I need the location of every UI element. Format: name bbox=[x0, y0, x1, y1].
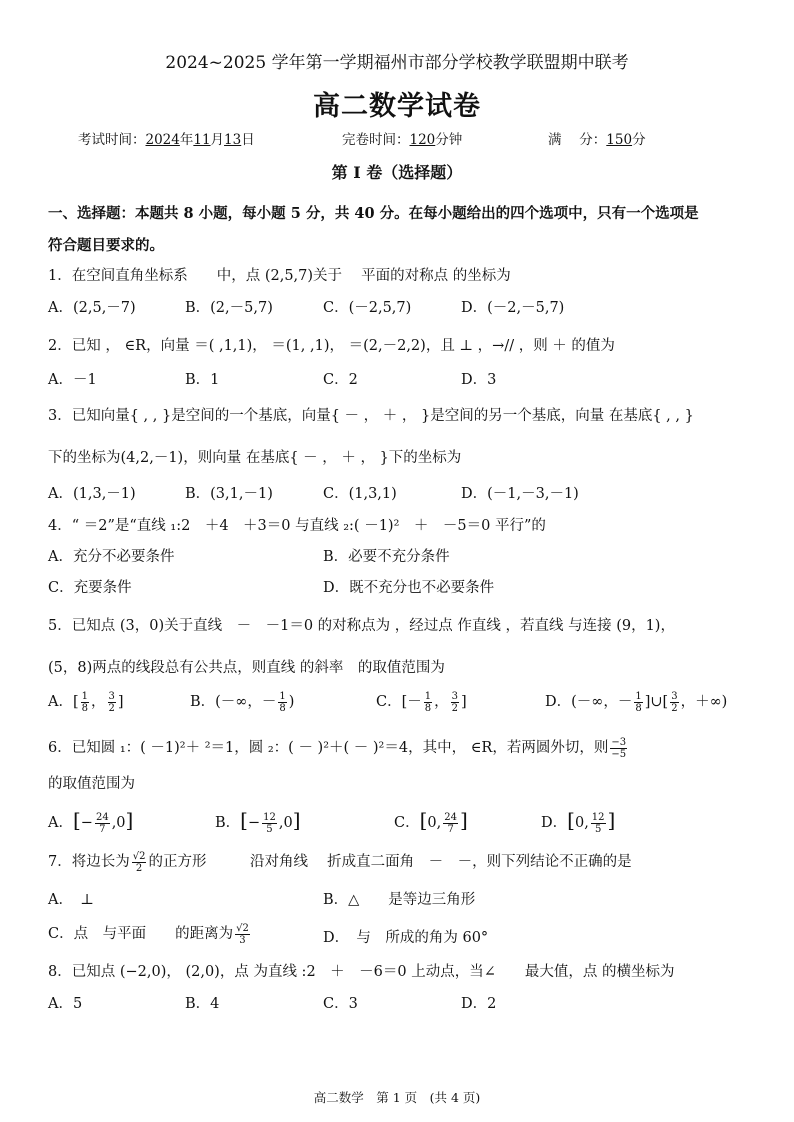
page-footer: 高二数学 第 1 页 (共 4 页) bbox=[313, 1090, 481, 1105]
q3-option-c: C．(1,3,1) bbox=[323, 486, 397, 502]
q7-option-a: A． ⊥ bbox=[48, 892, 94, 908]
q2-option-b: B．1 bbox=[185, 372, 220, 388]
exam-duration: 完卷时间：120分钟 bbox=[342, 132, 463, 148]
question-1-stem: 1．在空间直角坐标系 中，点 (2,5,7)关于 平面的对称点 的坐标为 bbox=[48, 268, 511, 284]
q2-option-a: A．－1 bbox=[48, 372, 97, 388]
q6-option-c: C．[0, $\frac{24}{7}$ ] bbox=[394, 808, 468, 835]
q4-option-c: C．充要条件 bbox=[48, 580, 132, 596]
section-instructions-line1: 一、选择题：本题共 8 小题，每小题 5 分，共 40 分。在每小题给出的四个选项中，只有一个选项是 bbox=[48, 205, 699, 222]
q5-option-c: C．[－ $\frac{1}{8}$ ， $\frac{3}{2}$ ] bbox=[376, 690, 467, 714]
q1-option-c: C．(－2,5,7) bbox=[323, 300, 412, 316]
q6-option-a: A．[− $\frac{24}{7}$ ,0] bbox=[48, 808, 134, 835]
q3-option-d: D．(－1,－3,－1) bbox=[461, 486, 579, 502]
exam-full-score: 满 分：150分 bbox=[548, 132, 646, 148]
q2-option-d: D．3 bbox=[461, 372, 497, 388]
q8-option-a: A．5 bbox=[48, 996, 83, 1012]
q8-option-b: B．4 bbox=[185, 996, 220, 1012]
q4-option-b: B．必要不充分条件 bbox=[323, 549, 450, 565]
question-2-stem: 2．已知 ， ∈R，向量 ＝( ,1,1)， ＝(1, ,1)， ＝(2,－2,2)，且 ⊥ ，→// ，则 ＋ 的值为 bbox=[48, 338, 615, 354]
q5-option-d: D．(－∞，－ $\frac{1}{8}$ ]∪[ $\frac{3}{2}$ ，＋∞) bbox=[545, 690, 728, 714]
q2-option-c: C．2 bbox=[323, 372, 358, 388]
question-7-stem: 7．将边长为 $\frac{√2}{2}$ 的正方形 沿对角线 折成直二面角 － －，则下列结论不正确的是 bbox=[48, 850, 632, 874]
section-instructions-line2: 符合题目要求的。 bbox=[48, 237, 164, 254]
question-6-stem-line2: 的取值范围为 bbox=[48, 776, 135, 792]
q8-option-d: D．2 bbox=[461, 996, 497, 1012]
exam-title: 高二数学试卷 bbox=[313, 91, 481, 122]
q7-option-c: C．点 与平面 的距离为 $\frac{√2}{3}$ bbox=[48, 922, 249, 946]
q6-option-b: B．[− $\frac{12}{5}$ ,0] bbox=[215, 808, 301, 835]
question-8-stem: 8．已知点 (−2,0)， (2,0)，点 为直线 :2 ＋ －6＝0 上动点，当∠ 最大值，点 的横坐标为 bbox=[48, 964, 675, 980]
q3-option-a: A．(1,3,－1) bbox=[48, 486, 136, 502]
exam-date: 考试时间：2024年11月13日 bbox=[78, 132, 255, 148]
q4-option-d: D．既不充分也不必要条件 bbox=[323, 580, 495, 596]
question-5-stem-line1: 5．已知点 (3，0)关于直线 － －1＝0 的对称点为 ，经过点 作直线 ，若直线 与连接 (9，1)， bbox=[48, 618, 675, 634]
q6-option-d: D．[0, $\frac{12}{5}$ ] bbox=[541, 808, 616, 835]
question-6-stem-line1: 6．已知圆 ₁：( －1)²＋ ²＝1，圆 ₂：( － )²＋( － )²＝4，其中， ∈R，若两圆外切，则 $\frac{-3}{-5}$ bbox=[48, 736, 627, 760]
q5-option-b: B．(－∞，－ $\frac{1}{8}$ ) bbox=[190, 690, 295, 714]
exam-header-line: 2024~2025 学年第一学期福州市部分学校教学联盟期中联考 bbox=[165, 53, 629, 73]
q1-option-a: A．(2,5,－7) bbox=[48, 300, 136, 316]
q7-option-b: B．△ 是等边三角形 bbox=[323, 892, 476, 908]
q8-option-c: C．3 bbox=[323, 996, 358, 1012]
q1-option-b: B．(2,－5,7) bbox=[185, 300, 273, 316]
q3-option-b: B．(3,1,－1) bbox=[185, 486, 273, 502]
question-5-stem-line2: (5，8)两点的线段总有公共点，则直线 的斜率 的取值范围为 bbox=[48, 660, 445, 676]
volume-title: 第 I 卷（选择题） bbox=[331, 163, 463, 182]
q4-option-a: A．充分不必要条件 bbox=[48, 549, 175, 565]
q1-option-d: D．(－2,－5,7) bbox=[461, 300, 565, 316]
question-3-stem-line1: 3．已知向量{ , , }是空间的一个基底，向量{ － ， ＋ ， }是空间的另一个基底，向量 在基底{ , , } bbox=[48, 408, 694, 424]
question-4-stem: 4．“ ＝2”是“直线 ₁:2 ＋4 ＋3＝0 与直线 ₂:( －1)² ＋ －5＝0 平行”的 bbox=[48, 518, 546, 534]
q7-option-d: D． 与 所成的角为 60° bbox=[323, 930, 489, 946]
q5-option-a: A．[ $\frac{1}{8}$ ， $\frac{3}{2}$ ] bbox=[48, 690, 124, 714]
question-3-stem-line2: 下的坐标为(4,2,－1)，则向量 在基底{ － ， ＋ ， }下的坐标为 bbox=[48, 450, 462, 466]
